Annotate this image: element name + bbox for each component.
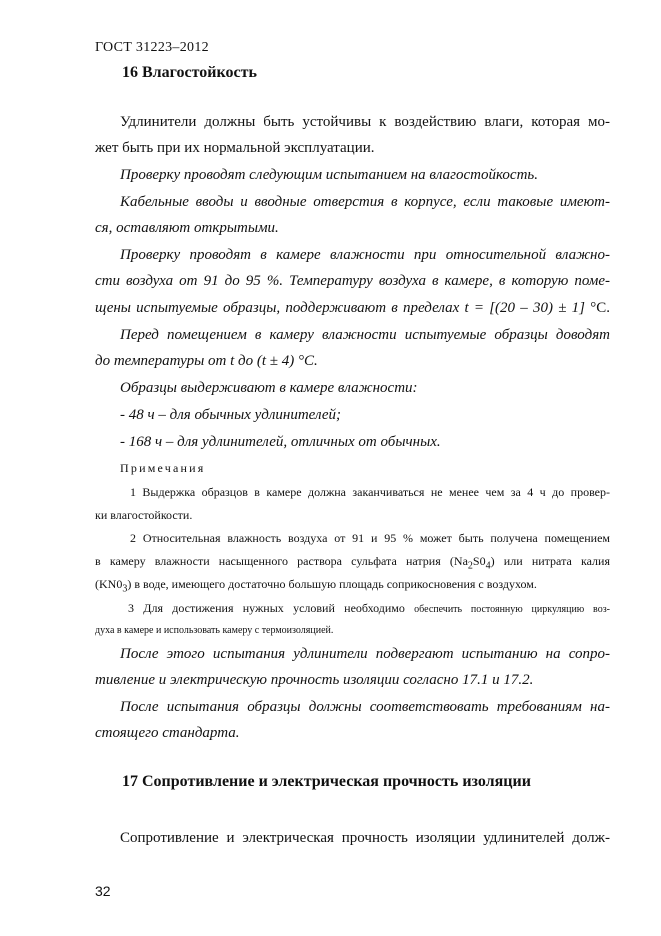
paragraph-line: сти воздуха от 91 до 95 %. Температуру воздуха в камере, в которую поме- xyxy=(95,273,610,289)
text-run: ) в воде, имеющего достаточно большую площадь соприкосновения с воздухом. xyxy=(127,577,537,591)
subscript: 3 xyxy=(122,583,128,595)
paragraph-line xyxy=(95,300,610,317)
paragraph-line: Удлинители должны быть устойчивы к воздействию влаги, которая мо- xyxy=(120,114,610,130)
note-line: духа в камере и использовать камеру с термоизоляцией. xyxy=(95,625,334,636)
paragraph-line: ся, оставляют открытыми. xyxy=(95,220,279,236)
paragraph-line: После испытания образцы должны соответствовать требованиям на- xyxy=(120,699,610,715)
paragraph-line: После этого испытания удлинители подвергают испытанию на сопро- xyxy=(120,646,610,662)
note-line: 2 Относительная влажность воздуха от 91 и 95 % может быть получена помещением xyxy=(130,531,610,545)
note-line xyxy=(95,577,610,594)
section-17-title: 17 Сопротивление и электрическая прочность изоляции xyxy=(122,773,531,790)
standard-code: ГОСТ 31223–2012 xyxy=(95,40,209,55)
page-number: 32 xyxy=(95,883,111,899)
subscript: 2 xyxy=(467,560,473,572)
list-item: - 48 ч – для обычных удлинителей; xyxy=(120,407,342,423)
paragraph-line: тивление и электрическую прочность изоляции согласно 17.1 и 17.2. xyxy=(95,672,534,688)
paragraph-line: Проверку проводят следующим испытанием на влагостойкость. xyxy=(120,167,538,183)
temperature-formula: t = [(20 – 30) ± 1] xyxy=(464,300,586,316)
paragraph-line: до температуры от t до (t ± 4) °С. xyxy=(95,353,318,369)
list-item: - 168 ч – для удлинителей, отличных от обычных. xyxy=(120,434,441,450)
text-run: 3 Для достижения нужных условий необходимо xyxy=(128,601,405,615)
paragraph-line: Перед помещением в камеру влажности испытуемые образцы доводят xyxy=(120,327,610,343)
paragraph-line: Кабельные вводы и вводные отверстия в корпусе, если таковые имеют- xyxy=(120,194,610,210)
note-line: 1 Выдержка образцов в камере должна заканчиваться не менее чем за 4 ч до провер- xyxy=(130,485,610,499)
text-run: (KN0 xyxy=(95,577,123,591)
text-run: S0 xyxy=(472,554,486,568)
paragraph-line: Образцы выдерживают в камере влажности: xyxy=(120,380,418,396)
paragraph-line: стоящего стандарта. xyxy=(95,725,240,741)
text-run: ) или нитрата калия xyxy=(490,554,610,568)
temperature-unit: °С. xyxy=(585,300,611,316)
section-16-title: 16 Влагостойкость xyxy=(122,64,257,81)
text-run: щены испытуемые образцы, поддерживают в пределах xyxy=(95,300,460,316)
note-line xyxy=(95,554,610,571)
note-line: ки влагостойкости. xyxy=(95,508,193,522)
paragraph-line: жет быть при их нормальной эксплуатации. xyxy=(95,140,375,156)
note-line xyxy=(128,601,610,616)
text-run: в камеру влажности насыщенного раствора сульфата натрия (Na xyxy=(95,554,468,568)
paragraph-line: Проверку проводят в камере влажности при относительной влажно- xyxy=(120,247,610,263)
text-run: обеспечить постоянную циркуляцию воз- xyxy=(414,604,610,615)
subscript: 4 xyxy=(485,560,491,572)
notes-heading: Примечания xyxy=(120,461,206,475)
paragraph-line: Сопротивление и электрическая прочность изоляции удлинителей долж- xyxy=(120,830,610,846)
